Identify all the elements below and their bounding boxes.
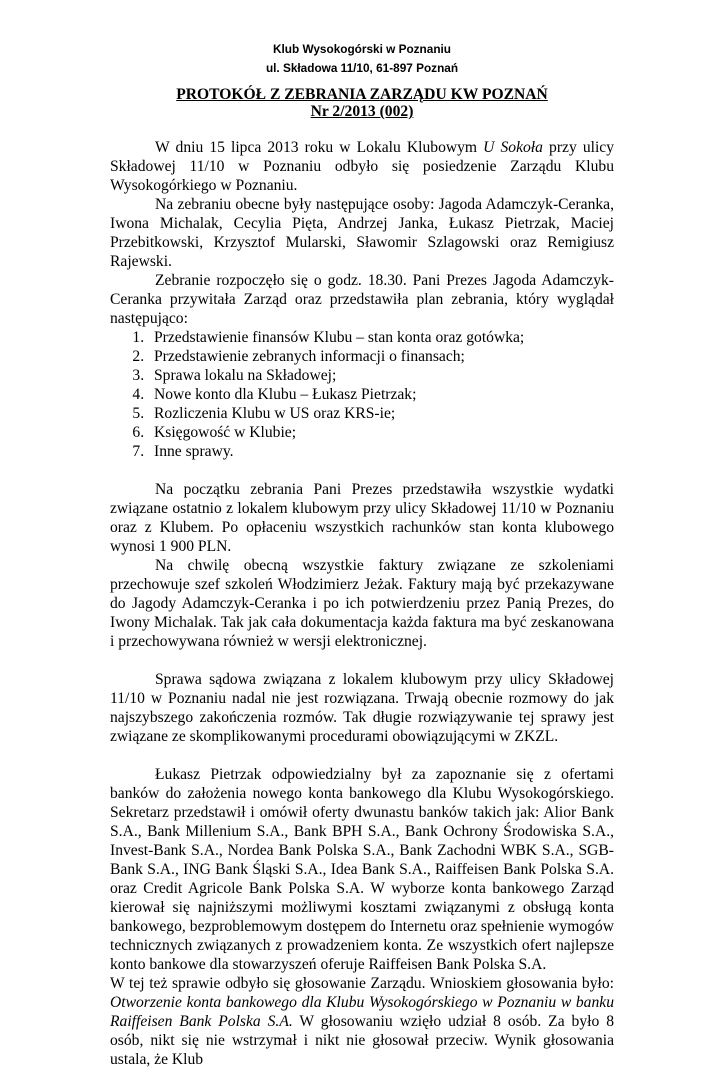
paragraph-attendees: Na zebraniu obecne były następujące osoby: Jagoda Adamczyk-Ceranka, Iwona Michalak, Cecylia Pięta, Andrzej Janka, Łukasz Pietrzak, Maciej Przebitkowski, Krzysztof Mularski, Sławomir Szlagowski oraz Remigiusz Rajewski. xyxy=(110,196,614,270)
paragraph-agenda-intro: Zebranie rozpoczęło się o godz. 18.30. Pani Prezes Jagoda Adamczyk-Ceranka przywitała Zarząd oraz przedstawiła plan zebrania, który wyglądał następująco: xyxy=(110,272,614,327)
protocol-body xyxy=(110,138,614,1069)
paragraph-meeting-info xyxy=(110,138,614,195)
agenda-item: 3. Sprawa lokalu na Składowej; xyxy=(148,366,614,385)
paragraph-bank-offers: Łukasz Pietrzak odpowiedzialny był za zapoznanie się z ofertami banków do założenia nowego konta bankowego dla Klubu Wysokogórskiego. Sekretarz przedstawił i omówił oferty dwunastu banków takich jak: Alior Bank S.A., Bank Millenium S.A., Bank BPH S.A., Bank Ochrony Środowiska S.A., Invest-Bank S.A., Nordea Bank Polska S.A., Bank Zachodni WBK S.A., SGB-Bank S.A., ING Bank Śląski S.A., Idea Bank S.A., Raiffeisen Bank Polska S.A. oraz Credit Agricole Bank Polska S.A. W wyborze konta bankowego Zarząd kierował się najniższymi możliwymi kosztami związanymi z obsługą konta bankowego, bezproblemowym dostępem do Internetu oraz spełnienie wymogów technicznych związanych z prowadzeniem konta. Ze wszystkich ofert najlepsze konto bankowe dla stowarzyszeń oferuje Raiffeisen Bank Polska S.A. xyxy=(110,766,614,973)
venue-name: U Sokoła xyxy=(483,139,543,156)
club-header xyxy=(110,40,614,78)
club-name: Klub Wysokogórski w Poznaniu xyxy=(272,42,452,56)
paragraph-text: W dniu 15 lipca 2013 roku w Lokalu Klubowym xyxy=(155,139,484,156)
paragraph-invoices: Na chwilę obecną wszystkie faktury związane ze szkoleniami przechowuje szef szkoleń Włodzimierz Jeżak. Faktury mają być przekazywane do Jagody Adamczyk-Ceranka i po ich potwierdzeniu przez Panią Prezes, do Iwony Michalak. Tak jak cała dokumentacja każda faktura ma być zeskanowana i przechowywana również w wersji elektronicznej. xyxy=(110,557,614,650)
agenda-list xyxy=(110,328,614,461)
protocol-title xyxy=(110,86,614,120)
paragraph-text: W tej też sprawie odbyło się głosowanie Zarządu. Wnioskiem głosowania było: xyxy=(110,975,614,992)
vote-motion: Otworzenie konta bankowego dla Klubu Wysokogórskiego w Poznaniu w banku Raiffeisen Bank Polska S.A. xyxy=(110,994,614,1030)
paragraph-finances: Na początku zebrania Pani Prezes przedstawiła wszystkie wydatki związane ostatnio z lokalem klubowym przy ulicy Składowej 11/10 w Poznaniu oraz z Klubem. Po opłaceniu wszystkich rachunków stan konta klubowego wynosi 1 900 PLN. xyxy=(110,481,614,555)
paragraph-court-case: Sprawa sądowa związana z lokalem klubowym przy ulicy Składowej 11/10 w Poznaniu nadal nie jest rozwiązana. Trwają obecnie rozmowy do jak najszybszego zakończenia rozmów. Tak długie rozwiązywanie tej sprawy jest związane ze skomplikowanymi procedurami obowiązującymi w ZKZL. xyxy=(110,671,614,745)
paragraph-vote xyxy=(110,974,614,1069)
protocol-title-line: PROTOKÓŁ Z ZEBRANIA ZARZĄDU KW POZNAŃ xyxy=(176,86,548,103)
paragraph-text: W głosowaniu wzięło udział 8 osób. Za było 8 osób, nikt się nie wstrzymał i nikt nie głosował przeciw. Wynik głosowania ustala, że Klub xyxy=(110,1013,614,1068)
agenda-item: 5. Rozliczenia Klubu w US oraz KRS-ie; xyxy=(148,404,614,423)
protocol-number: Nr 2/2013 (002) xyxy=(310,103,414,120)
agenda-item: 4. Nowe konto dla Klubu – Łukasz Pietrzak; xyxy=(148,385,614,404)
spacer xyxy=(110,461,614,480)
spacer xyxy=(110,651,614,670)
agenda-item: 2. Przedstawienie zebranych informacji o finansach; xyxy=(148,347,614,366)
spacer xyxy=(110,746,614,765)
agenda-item: 1. Przedstawienie finansów Klubu – stan konta oraz gotówka; xyxy=(148,328,614,347)
paragraph-text: przy ulicy Składowej 11/10 w Poznaniu odbyło się posiedzenie Zarządu Klubu Wysokogórkiego w Poznaniu. xyxy=(110,139,614,194)
agenda-item: 7. Inne sprawy. xyxy=(148,442,614,461)
agenda-item: 6. Księgowość w Klubie; xyxy=(148,423,614,442)
club-address: ul. Składowa 11/10, 61-897 Poznań xyxy=(265,61,459,75)
